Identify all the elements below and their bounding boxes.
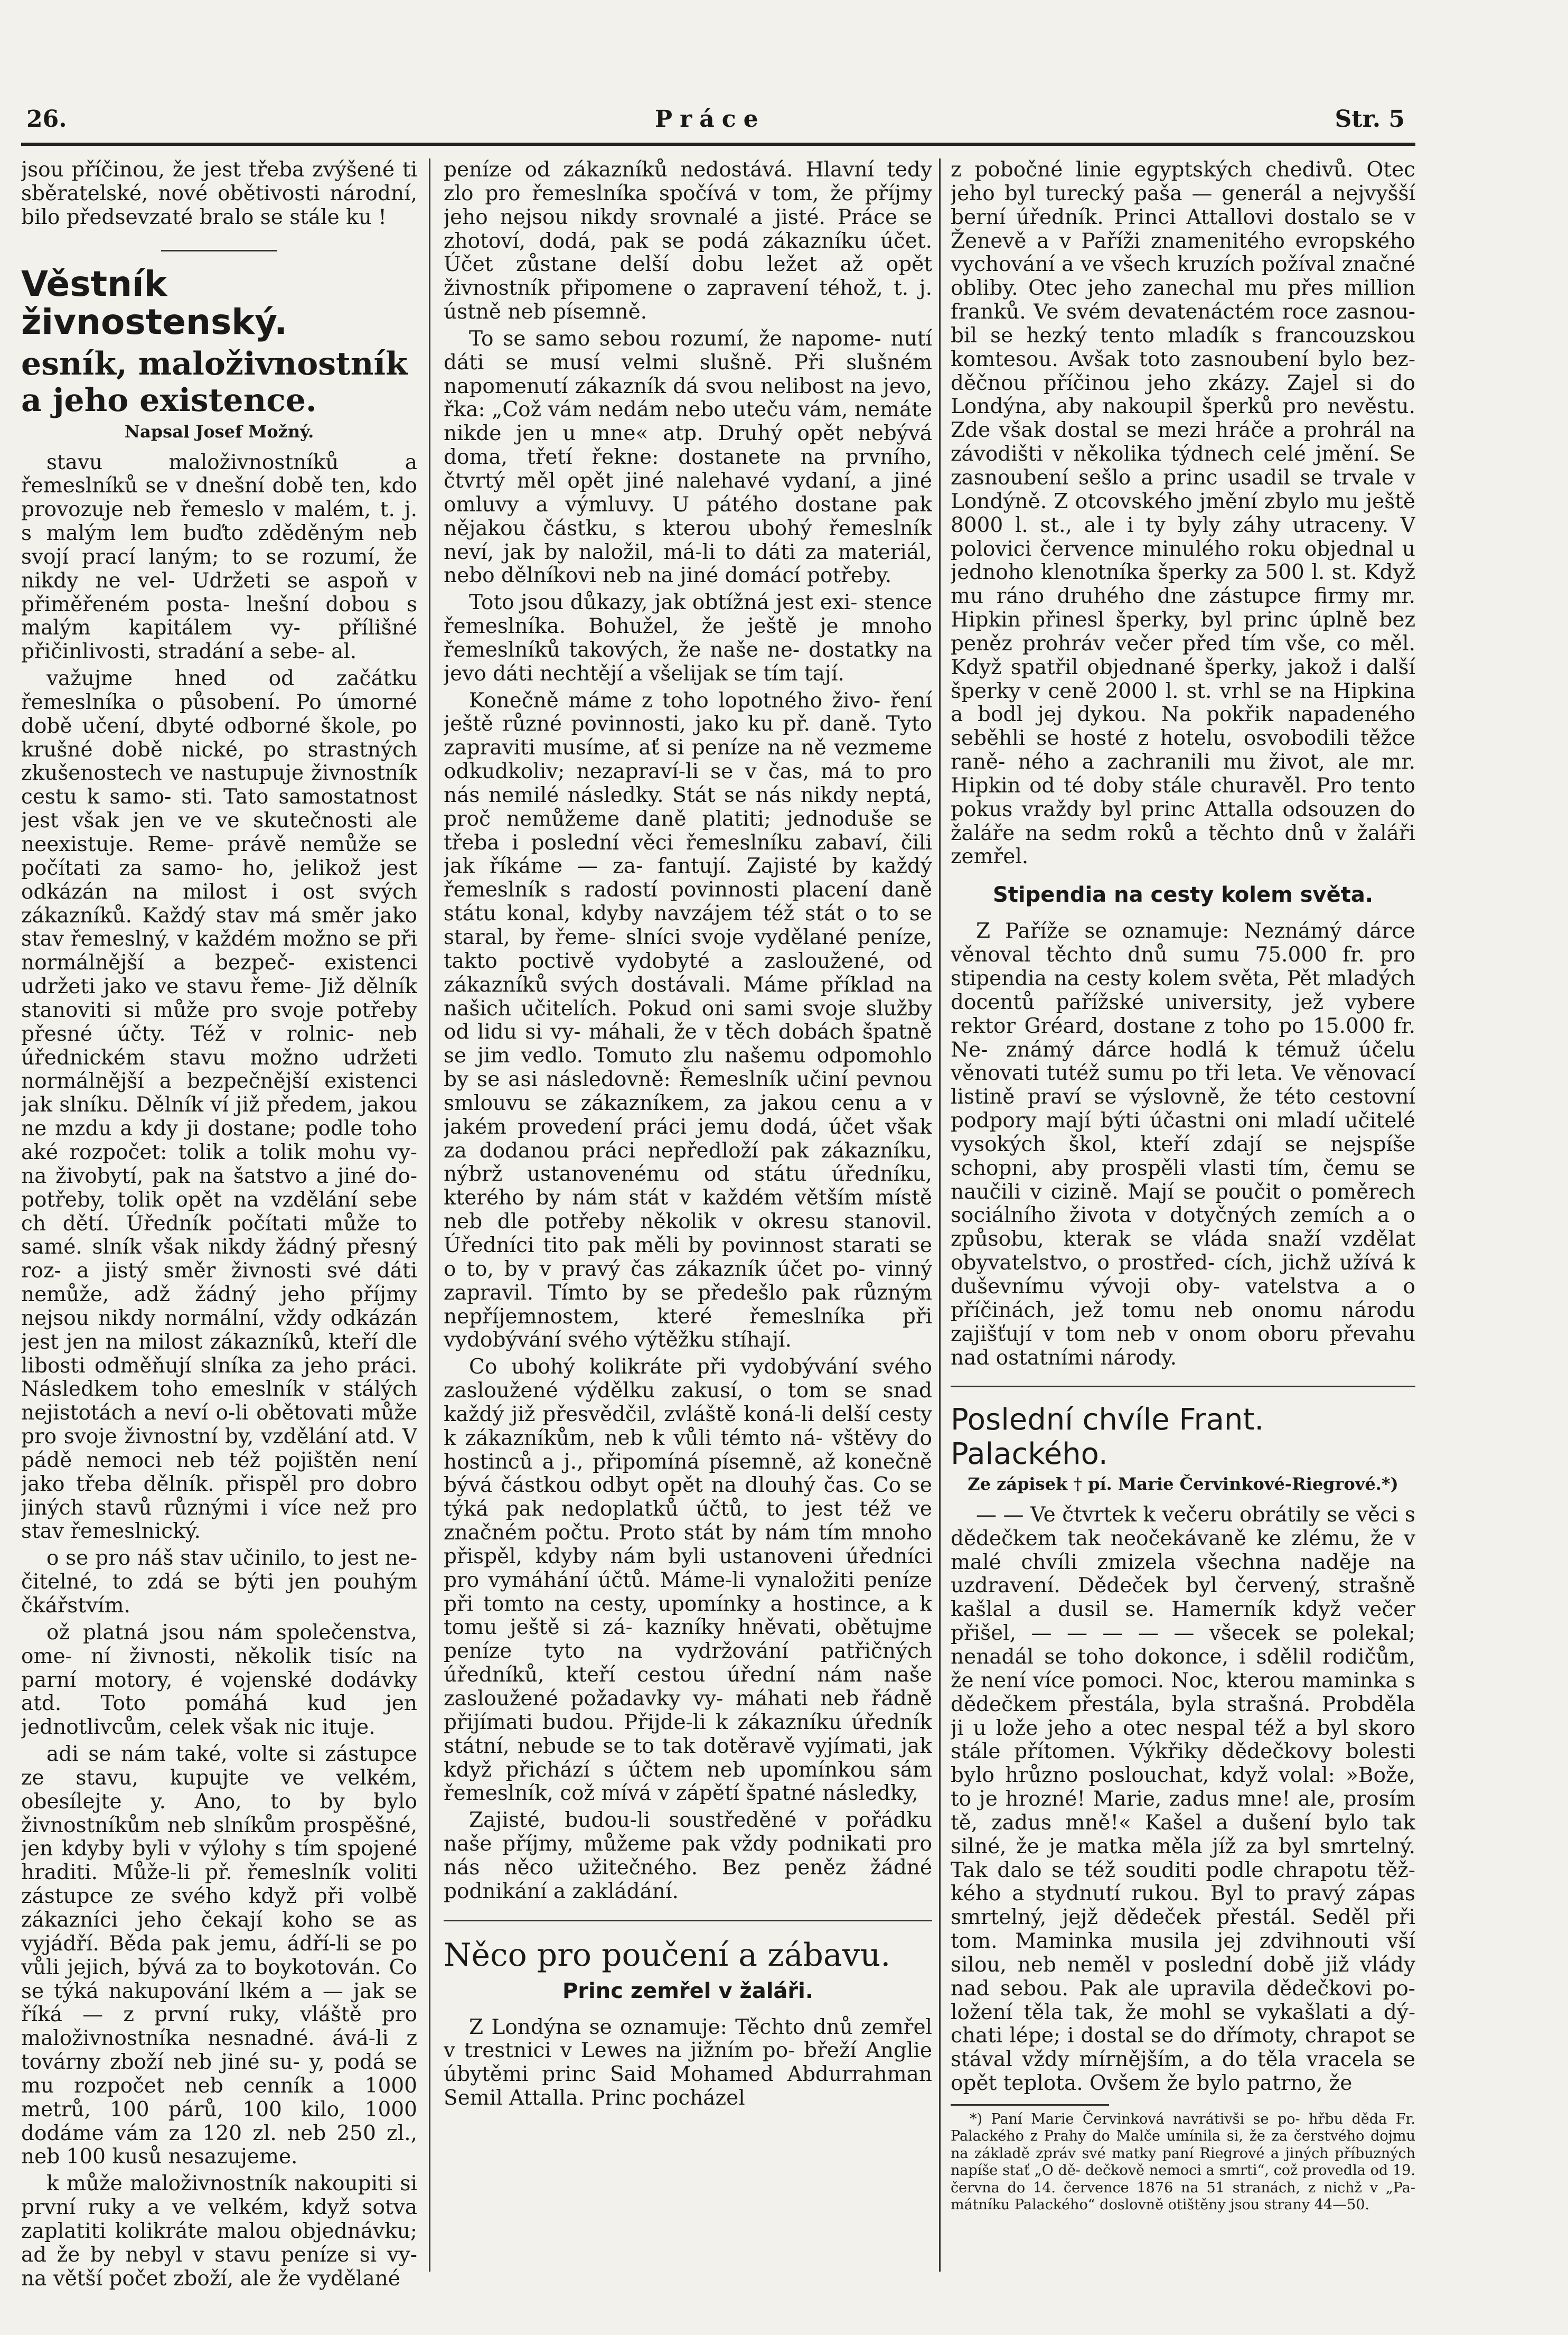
divider bbox=[951, 1386, 1415, 1387]
stipend-text: Z Paříže se oznamuje: Neznámý dárce věnoval těchto dnů sumu 75.000 fr. pro stipendia na cesty kolem světa, Pět mladých docentů pařížské university, jež vybere rektor Gréard, dostane z toho po 15.000 fr. Ne- známý dárce hodlá k témuž účelu věnovati tutéž sumu po tři leta. Ve věnovací listině praví se výslovně, že této cestovní podpory mají býti účastni oni mladí učitelé vysokých škol, kteří zdají se nejspíše schopni, aby prospěli vlasti tím, čemu se naučili v cizině. Mají se poučit o poměrech sociálního života v dotyčných zemích a o způsobu, kterak se vláda snaží vzdělat obyvatelstvo, o prostřed- cích, jichž užívá k duševnímu vývoji oby- vatelstva a o příčinách, jež tomu neb onomu národu zajišťují v tom neb v onom oboru převahu nad ostatními národy. bbox=[951, 919, 1415, 1370]
paragraph: o se pro náš stav učinilo, to jest ne- čitelné, to zdá se býti jen pouhým čkářstvím. bbox=[21, 1546, 417, 1618]
palacky-text: — — Ve čtvrtek k večeru obrátily se věci s dědečkem tak neočekávaně ke zlému, že v malé chvíli zmizela všechna naděje na uzdravení. Dědeček byl červený, strašně kašlal a dusil se. Hamerník když večer přišel, — — — — — všecek se polekal; nenadál se toho dokonce, i sdělil rodičům, že není více pomoci. Noc, kterou maminka s dědečkem přestála, byla strašná. Probděla ji u lože jeho a otec nespal též a byl skoro stále přítomen. Výkřiky dědečkovy bolesti bylo hrůzno poslouchat, když volal: »Bože, to je hrozné! Marie, zadus mne! ale, prosím tě, zadus mně!« Kašel a dušení bylo tak silné, že je matka měla jíž za byl smrtelný. Tak dalo se též souditi podle chrapotu těž- kého a stydnutí rukou. Byl to pravý zápas smrtelný, jejž dědeček přestál. Seděl při tom. Maminka musila jej zdvihnouti vší silou, neb neměl v poslední době již vlády nad sebou. Pak ale upravila dědečkovi po- ložení těla tak, že mohl se vykašlati a dý- chati lépe; i dostal se do dřímoty, chrapot se stával vždy mírnějším, a do těla vracela se opět teplota. Ovšem že bylo patrno, že bbox=[951, 1502, 1415, 2096]
article-title: Princ zemřel v žaláři. bbox=[562, 1978, 814, 2003]
footnote-rule bbox=[951, 2104, 1109, 2106]
paragraph: peníze od zákazníků nedostává. Hlavní tedy zlo pro řemeslníka spočívá v tom, že příjmy jeho nejsou nikdy srovnalé a jisté. Práce se zhotoví, dodá, pak se podá zákazníku účet. Účet zůstane delší dobu ležet až opět živnostník připomene o zapravení téhož, t. j. ústně neb písemně. bbox=[444, 158, 932, 324]
paragraph: k může maloživnostník nakoupiti si první ruky a ve velkém, když sotva zaplatiti kolikráte malou objednávku; ad že by nebyl v stavu peníze si vy- na větší počet zboží, ale že vydělané bbox=[21, 2172, 417, 2291]
paragraph: ož platná jsou nám společenstva, ome- ní živnosti, několik tisíc na parní motory, é vojenské dodávky atd. Toto pomáhá kud jen jednotlivcům, celek však nic ituje. bbox=[21, 1620, 417, 1740]
column-3 bbox=[951, 158, 1415, 2298]
paragraph: Toto jsou důkazy, jak obtížná jest exi- stence řemeslníka. Bohužel, že ještě je mnoho řemeslníků takových, že naše ne- dostatky na jevo dáti nechtějí a všelijak se tím tají. bbox=[444, 591, 932, 686]
article-text: Z Londýna se oznamuje: Těchto dnů zemřel v trestnici v Lewes na jižním po- břeží Anglie úbytěmi princ Said Mohamed Abdurrahman Semil Attalla. Princ pocházel bbox=[444, 2015, 932, 2110]
paragraph: važujme hned od začátku řemeslníka o působení. Po úmorné době učení, dbyté odborné škole, po krušné době nické, po strastných zkušenostech ve nastupuje živnostník cestu k samo- sti. Tato samostatnost jest však jen ve ve skutečnosti ale neexistuje. Reme- právě nemůže se počítati za samo- ho, jelikož jest odkázán na milost i ost svých zákazníků. Každý stav má směr jako stav řemeslný, v každém možno se při normálnější a bezpeč- existenci udržeti jako ve stavu řeme- Již dělník stanoviti si může pro svoje potřeby přesné účty. Též v rolnic- neb úřednickém stavu možno udržeti normálnější a bezpečnější existenci jak slníku. Dělník ví již předem, jakou ne mzdu a kdy ji dostane; podle toho aké rozpočet: tolik a tolik mohu vy- na živobytí, pak na šatstvo a jiné do- potřeby, tolik opět na vzdělání sebe ch dětí. Úředník počítati může to samé. slník však nikdy žádný přesný roz- a jistý směr živnosti své dáti nemůže, adž žádný jeho příjmy nejsou nikdy normální, vždy odkázán jest jen na milost zákazníků, kteří dle libosti odměňují slníka za jeho práci. Následkem toho emeslník v stálých nejistotách a neví o-li obětovati může pro svoje živnostní by, vzdělání atd. V pádě nemoci neb též pojištěn není jako třeba dělník. přispěl pro dobro jiných stavů různými i více než pro stav řemeslnický. bbox=[21, 667, 417, 1544]
column-divider bbox=[429, 158, 430, 2272]
stipend-title: Stipendia na cesty kolem světa. bbox=[992, 883, 1374, 908]
column-1 bbox=[21, 158, 417, 2298]
byline: Napsal Josef Možný. bbox=[124, 421, 314, 442]
column-2 bbox=[444, 158, 932, 2298]
paragraph: z pobočné linie egyptských chedivů. Otec jeho byl turecký paša — generál a nejvyšší berní úředník. Princi Attallovi dostalo se v Ženevě a v Paříži znamenitého evropského vychování a ve všech kruzích požíval značné obliby. Otec jeho zanechal mu přes million franků. Ve svém devatenáctém roce zasnou- bil se hezký tento mladík s francouzskou komtesou. Avšak toto zasnoubení bylo bez- děčnou příčinou jeho zkázy. Zajel si do Londýna, aby nakoupil šperků pro nevěstu. Zde však dostal se mezi hráče a prohrál na závodišti v několika týdnech celé jmění. Se zasnoubení sešlo a princ usadil se trvale v Londýně. Z otcovského jmění zbylo mu ještě 8000 l. st., ale i ty byly záhy utraceny. V polovici července minulého roku objednal u jednoho klenotníka šperky za 500 l. st. Když mu ráno druhého dne zástupce firmy mr. Hipkin přinesl šperky, byl princ úplně bez peněz prohráv večer před tím vše, co měl. Když spatřil objednané šperky, jakož i další šperky v ceně 2000 l. st. vrhl se na Hipkina a bodl jej dykou. Na pokřik napadeného seběhli se hosté z hotelu, osvobodili těžce raně- ného a zachranili mu život, ale mr. Hipkin od té doby stále churavěl. Pro tento pokus vraždy byl princ Attalla odsouzen do žaláře na sedm roků a těchto dnů v žaláři zemřel. bbox=[951, 158, 1415, 869]
footnote: *) Paní Marie Červinková navrátivši se po- hřbu děda Fr. Palackého z Prahy do Malče umínila si, že za čerstvého dojmu na základě zpráv své matky paní Riegrové a jiných příbuzných napíše stať „O dě- dečkově nemoci a smrti“, což provedla od 19. června do 14. července 1876 na 51 stranách, z nichž v „Pa- mátníku Palackého“ doslovně otištěny jsou strany 44—50. bbox=[951, 2111, 1415, 2213]
palacky-title: Poslední chvíle Frant. Palackého. bbox=[951, 1403, 1264, 1471]
article-title: esník, maloživnostník a jeho existence. bbox=[21, 345, 408, 419]
divider bbox=[161, 250, 277, 251]
page-number: 26. bbox=[26, 106, 67, 133]
column-divider bbox=[939, 158, 941, 2272]
newspaper-title: Práce bbox=[655, 106, 766, 133]
palacky-byline: Ze zápisek † pí. Marie Červinkové-Riegrové.*) bbox=[968, 1474, 1398, 1495]
paragraph: Zajisté, budou-li soustředěné v pořádku naše příjmy, můžeme pak vždy podnikati pro nás něco užitečného. Bez peněz žádné podnikání a zakládání. bbox=[444, 1808, 932, 1903]
paragraph: Co ubohý kolikráte při vydobývání svého zasloužené výdělku zakusí, o tom se snad každý již přesvědčil, zvláště koná-li delší cesty k zákazníkům, neb k vůli témto ná- vštěvy do hostinců a j., připomíná písemně, až konečně bývá částkou odbyt opět na dlouhý čas. Co se týká pak nedoplatků účtů, to jest též ve značném počtu. Proto stát by nám tím mnoho přispěl, kdyby nám byli ustanoveni úředníci pro vymáhání účtů. Máme-li vynaložiti peníze při tomto na cesty, upomínky a hostince, a k tomu ještě si zá- kazníky hněvati, obětujme peníze tyto na vydržování patřičných úředníků, kteří cestou úřední nám naše zasloužené požadavky vy- máhati neb řádně přijímati budou. Přijde-li k zákazníku úředník státní, nebude se to tak dotěravě vyjímati, jak když přichází s účtem neb upomínkou sám řemeslník, což mívá v zápětí špatné následky, bbox=[444, 1355, 932, 1806]
page-header bbox=[21, 106, 1415, 146]
paragraph: To se samo sebou rozumí, že napome- nutí dáti se musí velmi slušně. Při slušném napomenutí zákazník dá svou nelibost na jevo, řka: „Což vám nedám nebo uteču vám, nemáte nikde jen u mne« atp. Druhý opět nebývá doma, třetí řekne: dostanete na prvního, čtvrtý měl opět jiné nalehavé vydaní, a jiné omluvy a výmluvy. U pátého dostane pak nějakou částku, s kterou ubohý řemeslník neví, jak by naložil, má-li to dáti za materiál, nebo dělníkovi neb na jiné domácí potřeby. bbox=[444, 326, 932, 588]
section-title: Věstník živnostenský. bbox=[21, 263, 288, 343]
section-title: Něco pro poučení a zábavu. bbox=[444, 1936, 891, 1974]
paragraph: adi se nám také, volte si zástupce ze stavu, kupujte ve velkém, obesílejte y. Ano, to by bylo živnostníkům neb slníkům prospěšné, jen kdyby byli v výlohy s tím spojené hraditi. Může-li př. řemeslník voliti zástupce ze svého když při volbě zákazníci jeho čekají koho se as vyjádří. Běda pak jemu, ádří-li se po vůli jejich, bývá za to boykotován. Co se týká nakupování lkém a — jak se říká — z první ruky, vláště pro maloživnostníka nesnadné. ává-li z továrny zboží neb jiné su- y, podá se mu rozpočet neb cenník a 1000 metrů, 100 párů, 100 kilo, 1000 dodáme vám za 120 zl. neb 250 zl., neb 100 kusů nesazujeme. bbox=[21, 1742, 417, 2169]
page-reference: Str. 5 bbox=[1335, 106, 1405, 133]
intro-text: jsou příčinou, že jest třeba zvýšené ti sběratelské, nové obětivosti národní, bilo předsevzaté bralo se stále ku ! bbox=[21, 158, 417, 229]
divider bbox=[444, 1920, 932, 1921]
paragraph: Konečně máme z toho lopotného živo- ření ještě různé povinnosti, jako ku př. daně. Tyto zapraviti musíme, ať si peníze na ně vezmeme odkudkoliv; nezapraví-li se v čas, má to pro nás nemilé následky. Stát se nás nikdy neptá, proč nemůžeme daně platiti; jednoduše se třeba i poslední věci řemeslníku zabaví, čili jak říkáme — za- fantují. Zajisté by každý řemeslník s radostí povinnosti placení daně státu konal, kdyby navzájem též stát o to se staral, by řeme- slníci svoje vydělané peníze, takto poctivě vydobyté a zasloužené, od zákazníků svých dostávali. Máme příklad na našich učitelích. Pokud oni sami svoje služby od lidu si vy- máhali, že v těch dobách špatně se jim vedlo. Tomuto zlu našemu odpomohlo by se asi následovně: Řemeslník učiní pevnou smlouvu se zákazníkem, za jakou cenu a v jakém provedení práci jemu dodá, účet však za dodanou práci nepředloží pak zákazníku, nýbrž ustanovenému od státu úředníku, kterého by nám stát v každém větším místě neb dle potřeby několik v okresu stanovil. Úředníci tito pak měli by povinnost starati se o to, by v pravý čas zákazník účet po- vinný zapravil. Tímto by se předešlo pak různým nepříjemnostem, které řemeslníka při vydobývání svého výtěžku stíhají. bbox=[444, 688, 932, 1352]
paragraph: stavu maloživnostníků a řemeslníků se v dnešní době ten, kdo provozuje neb řemeslo v malém, t. j. s malým lem buďto zděděným neb svojí prací laným; to se rozumí, že nikdy ne vel- Udržeti se aspoň v přiměřeném posta- lnešní dobou s malým kapitálem vy- přílišné přičinlivosti, stradání a sebe- al. bbox=[21, 450, 417, 664]
